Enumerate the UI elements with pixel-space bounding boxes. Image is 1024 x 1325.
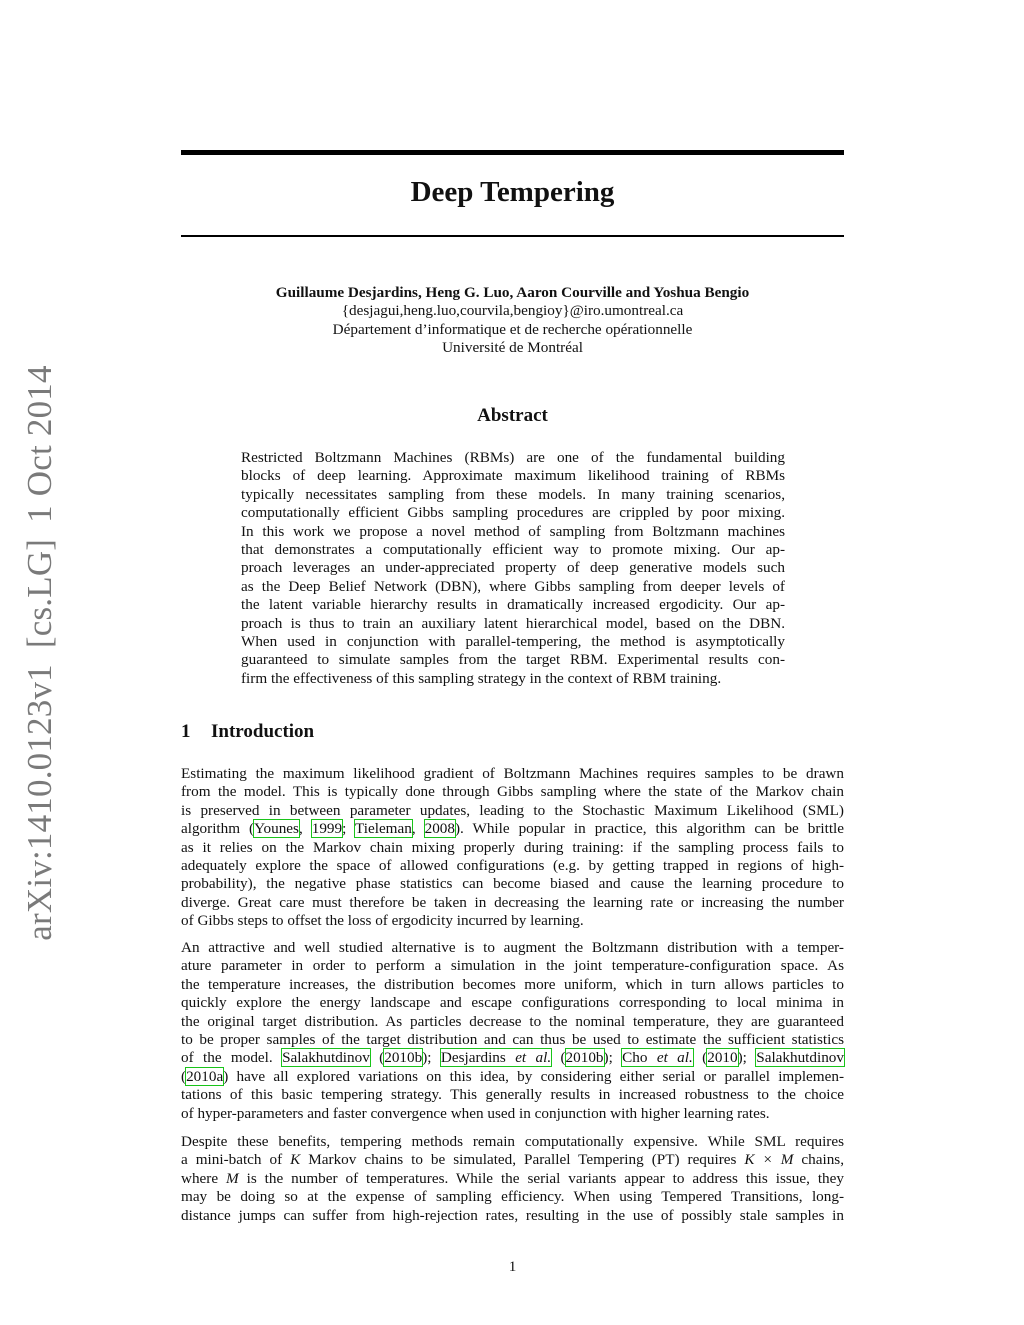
paragraph-line: the temperature increases, the distribution becomes more uniform, which in turn allows particles to — [181, 975, 844, 993]
paragraph-line: ature parameter in order to perform a simulation in the joint temperature-configuration space. As — [181, 957, 844, 975]
text-run: ( — [692, 1049, 708, 1067]
text-run: , — [411, 820, 425, 838]
section-title: Introduction — [211, 721, 315, 742]
author-email: {desjagui,heng.luo,courvila,bengioy}@iro.umontreal.ca — [341, 302, 684, 320]
paragraph-line: to be proper samples of the target distribution and can thus be used to estimate the sufficient statistics — [181, 1031, 844, 1049]
text-run: is the number of temperatures. While the serial variants appear to address this issue, they — [238, 1169, 844, 1187]
citation-link-2010b[interactable]: 2010b — [384, 1049, 423, 1067]
paragraph-line: diverge. Great care must therefore be taken in decreasing the learning rate or increasing the number — [181, 893, 844, 911]
text-run: ); — [603, 1049, 623, 1067]
paragraph-line: of hyper-parameters and faster convergence when used in conjunction with higher learning rates. — [181, 1104, 770, 1122]
paragraph-line — [181, 1049, 844, 1067]
citation-link-2010b-desjardins[interactable]: 2010b — [565, 1049, 604, 1067]
text-run: ); — [422, 1049, 441, 1067]
paragraph-line — [181, 820, 844, 838]
abstract-line: computationally efficient Gibbs sampling procedures are crippled by poor mixing. — [241, 504, 785, 522]
abstract-line: When used in conjunction with parallel-tempering, the method is asymptotically — [241, 633, 785, 651]
math-k-times-m: K × M — [744, 1151, 794, 1169]
intro-paragraph-3 — [181, 1133, 844, 1225]
text-run: chains, — [793, 1151, 844, 1169]
text-run: ). While popular in practice, this algorithm can be brittle — [454, 820, 845, 838]
paragraph-line: Estimating the maximum likelihood gradient of Boltzmann Machines requires samples to be drawn — [181, 765, 844, 782]
paragraph-line: of Gibbs steps to offset the loss of ergodicity incurred by learning. — [181, 912, 584, 930]
arxiv-id: arXiv:1410.0123v1 — [20, 664, 59, 941]
citation-link-younes[interactable]: Younes — [254, 820, 299, 838]
author-block — [181, 284, 844, 358]
abstract-line: proach is thus to train an auxiliary latent hierarchical model, based on the DBN. — [241, 614, 785, 632]
citation-link-cho[interactable] — [622, 1049, 693, 1066]
paragraph-line: quickly explore the energy landscape and escape configurations corresponding to local minima in — [181, 994, 844, 1012]
paragraph-line: An attractive and well studied alternative is to augment the Boltzmann distribution with a temper- — [181, 939, 844, 956]
text-run: ); — [737, 1049, 757, 1067]
abstract-line: In this work we propose a novel method of sampling from Boltzmann machines — [241, 522, 785, 540]
abstract-body — [241, 449, 785, 688]
section-heading-introduction — [181, 721, 844, 743]
paragraph-line: Despite these benefits, tempering methods remain computationally expensive. While SML requires — [181, 1133, 844, 1150]
text-run: of the model. — [181, 1049, 283, 1067]
citation-link-1999[interactable]: 1999 — [311, 820, 343, 838]
intro-paragraph-1 — [181, 765, 844, 931]
paragraph-line: tations of this basic tempering strategy. This generally results in increased robustness to the choice — [181, 1086, 844, 1104]
title-top-rule — [181, 150, 844, 155]
abstract-line: firm the effectiveness of this sampling strategy in the context of RBM training. — [241, 669, 722, 687]
paragraph-line: adequately explore the space of allowed configurations (e.g. by getting trapped in regions of high- — [181, 857, 844, 875]
text-run: a mini-batch of — [181, 1151, 291, 1169]
text-run: where — [181, 1169, 227, 1187]
citation-link-salakhutdinov-2[interactable]: Salakhutdinov — [756, 1049, 844, 1067]
citation-link-desjardins[interactable] — [441, 1049, 551, 1066]
text-run: ( — [181, 1067, 187, 1085]
abstract-line: typically necessitates sampling from these models. In many training scenarios, — [241, 485, 785, 503]
math-k: K — [290, 1151, 301, 1169]
abstract-line: the latent variable hierarchy results in dramatically increased ergodicity. Our ap- — [241, 596, 785, 614]
title-bottom-rule — [181, 235, 844, 237]
author-university: Université de Montréal — [442, 339, 583, 357]
text-run: ( — [369, 1049, 385, 1067]
citation-link-2010[interactable]: 2010 — [707, 1049, 738, 1067]
paragraph-line: as it relies on the Markov chain mixing properly during training: if the sampling process fails to — [181, 838, 844, 856]
text-run: ( — [551, 1049, 566, 1067]
text-run: Cho — [622, 1049, 657, 1067]
paragraph-line: is preserved in between parameter updates, leading to the Stochastic Maximum Likelihood (SML) — [181, 801, 844, 819]
intro-paragraph-2 — [181, 939, 844, 1123]
paragraph-line — [181, 1068, 844, 1086]
abstract-line: proach leverages an under-appreciated property of deep generative models such — [241, 559, 785, 577]
citation-link-tieleman[interactable]: Tieleman — [355, 820, 412, 838]
text-run: et al. — [515, 1049, 552, 1067]
paragraph-line — [181, 1151, 844, 1169]
arxiv-category: [cs.LG] — [20, 538, 59, 649]
text-run: Desjardins — [440, 1049, 516, 1067]
math-m: M — [226, 1169, 239, 1187]
author-names: Guillaume Desjardins, Heng G. Luo, Aaron Courville and Yoshua Bengio — [275, 284, 750, 301]
abstract-line: Restricted Boltzmann Machines (RBMs) are one of the fundamental building — [241, 449, 785, 466]
citation-link-2008[interactable]: 2008 — [424, 820, 455, 838]
paragraph-line: from the model. This is typically done through Gibbs sampling where the state of the Markov chain — [181, 783, 844, 801]
text-run: ) have all explored variations on this idea, by considering either serial or parallel implemen- — [223, 1067, 844, 1085]
section-number: 1 — [181, 721, 191, 742]
abstract-line: that demonstrates a computationally efficient way to promote mixing. Our ap- — [241, 541, 785, 559]
text-run: ; — [342, 820, 356, 838]
citation-link-2010a[interactable]: 2010a — [186, 1067, 224, 1085]
paragraph-line: probability), the negative phase statistics can become biased and cause the learning procedure to — [181, 875, 844, 893]
abstract-line: as the Deep Belief Network (DBN), where Gibbs sampling from deeper levels of — [241, 577, 785, 595]
text-run: et al. — [656, 1049, 693, 1067]
text-run: Markov chains to be simulated, Parallel Tempering (PT) requires — [300, 1151, 745, 1169]
arxiv-date: 1 Oct 2014 — [20, 365, 59, 523]
paragraph-line: may be doing so at the expense of sampling efficiency. When using Tempered Transitions, long- — [181, 1188, 844, 1206]
paragraph-line: the original target distribution. As particles decrease to the nominal temperature, they are guaranteed — [181, 1012, 844, 1030]
citation-link-salakhutdinov[interactable]: Salakhutdinov — [282, 1049, 370, 1067]
paragraph-line — [181, 1170, 844, 1188]
page-number: 1 — [508, 1258, 517, 1275]
abstract-line: blocks of deep learning. Approximate maximum likelihood training of RBMs — [241, 467, 785, 485]
abstract-heading: Abstract — [477, 405, 548, 426]
arxiv-identifier-stamp — [20, 349, 60, 940]
text-run: , — [298, 820, 312, 838]
author-department: Département d’informatique et de recherche opérationnelle — [332, 320, 693, 338]
paragraph-line: distance jumps can suffer from high-rejection rates, resulting in the use of possibly stale samples in — [181, 1206, 844, 1224]
abstract-line: guaranteed to simulate samples from the target RBM. Experimental results con- — [241, 651, 785, 669]
text-run: algorithm ( — [181, 820, 255, 838]
paper-title: Deep Tempering — [410, 176, 615, 208]
